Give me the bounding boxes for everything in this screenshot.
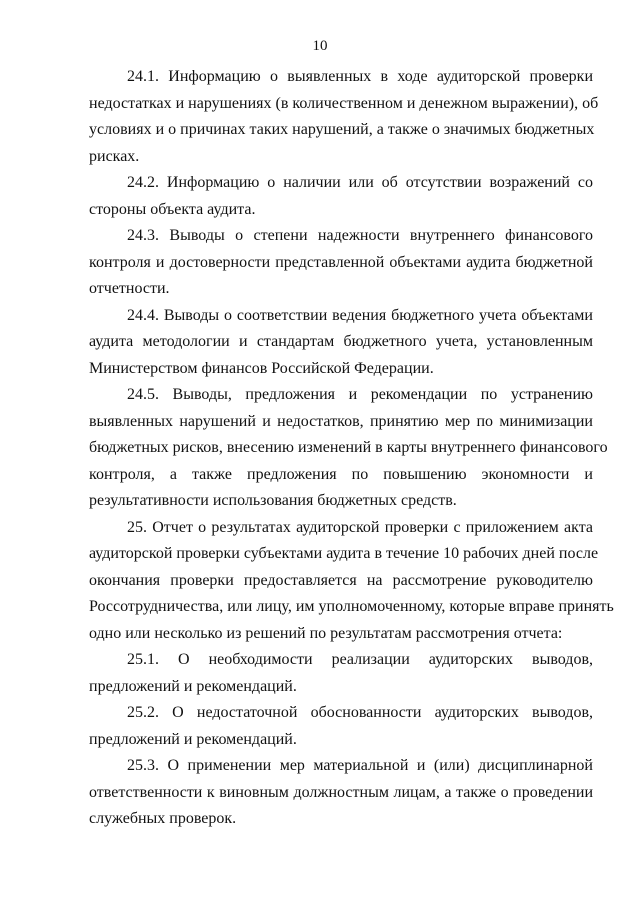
text-line: бюджетных рисков, внесению изменений в карты внутреннего финансового (89, 439, 608, 456)
paragraph-25 (89, 515, 614, 648)
paragraph-24-5 (89, 382, 608, 515)
text-line: 25.3. О применении мер материальной и (или) дисциплинарной (127, 757, 593, 774)
text-line: 24.2. Информацию о наличии или об отсутствии возражений со (127, 174, 593, 191)
document-body (89, 64, 614, 833)
text-line: предложений и рекомендаций. (89, 677, 297, 695)
text-line: недостатках и нарушениях (в количественном и денежном выражении), об (89, 94, 599, 112)
text-line: рисках. (89, 147, 140, 165)
text-line: аудиторской проверки субъектами аудита в течение 10 рабочих дней после (89, 545, 599, 562)
text-line: 25.2. О недостаточной обоснованности аудиторских выводов, (127, 704, 593, 721)
text-line: 25. Отчет о результатах аудиторской проверки с приложением акта (127, 518, 593, 536)
text-line: отчетности. (89, 280, 170, 297)
text-line: результативности использования бюджетных средств. (89, 492, 457, 509)
text-line: стороны объекта аудита. (89, 200, 256, 218)
paragraph-24-1 (89, 64, 599, 170)
text-line: служебных проверок. (89, 810, 237, 827)
text-line: ответственности к виновным должностным лицам, а также о проведении (89, 783, 593, 801)
text-line: Россотрудничества, или лицу, им уполномоченному, которые вправе принять (89, 598, 614, 615)
paragraph-25-3 (89, 753, 593, 833)
text-line: выявленных нарушений и недостатков, принятию мер по минимизации (89, 412, 593, 430)
text-line: 24.3. Выводы о степени надежности внутреннего финансового (127, 227, 593, 244)
text-line: аудита методологии и стандартам бюджетного учета, установленным (89, 333, 593, 350)
text-line: контроля, а также предложения по повышению экономности и (89, 465, 593, 483)
text-line: условиях и о причинах таких нарушений, а также о значимых бюджетных (89, 121, 595, 138)
text-line: окончания проверки предоставляется на рассмотрение руководителю (89, 571, 593, 589)
paragraph-25-1 (89, 647, 593, 700)
paragraph-24-2 (89, 170, 593, 223)
text-line: одно или несколько из решений по результатам рассмотрения отчета: (89, 624, 563, 642)
text-line: 25.1. О необходимости реализации аудиторских выводов, (127, 651, 593, 668)
text-line: контроля и достоверности представленной объектами аудита бюджетной (89, 253, 593, 271)
text-line: 24.5. Выводы, предложения и рекомендации по устранению (127, 386, 593, 403)
page-number: 10 (312, 38, 328, 54)
text-line: предложений и рекомендаций. (89, 730, 297, 748)
paragraph-25-2 (89, 700, 593, 753)
text-line: 24.4. Выводы о соответствии ведения бюджетного учета объектами (127, 306, 593, 324)
paragraph-24-3 (89, 223, 593, 303)
text-line: 24.1. Информацию о выявленных в ходе аудиторской проверки (127, 68, 593, 85)
text-line: Министерством финансов Российской Федерации. (89, 359, 434, 377)
paragraph-24-4 (89, 303, 593, 383)
